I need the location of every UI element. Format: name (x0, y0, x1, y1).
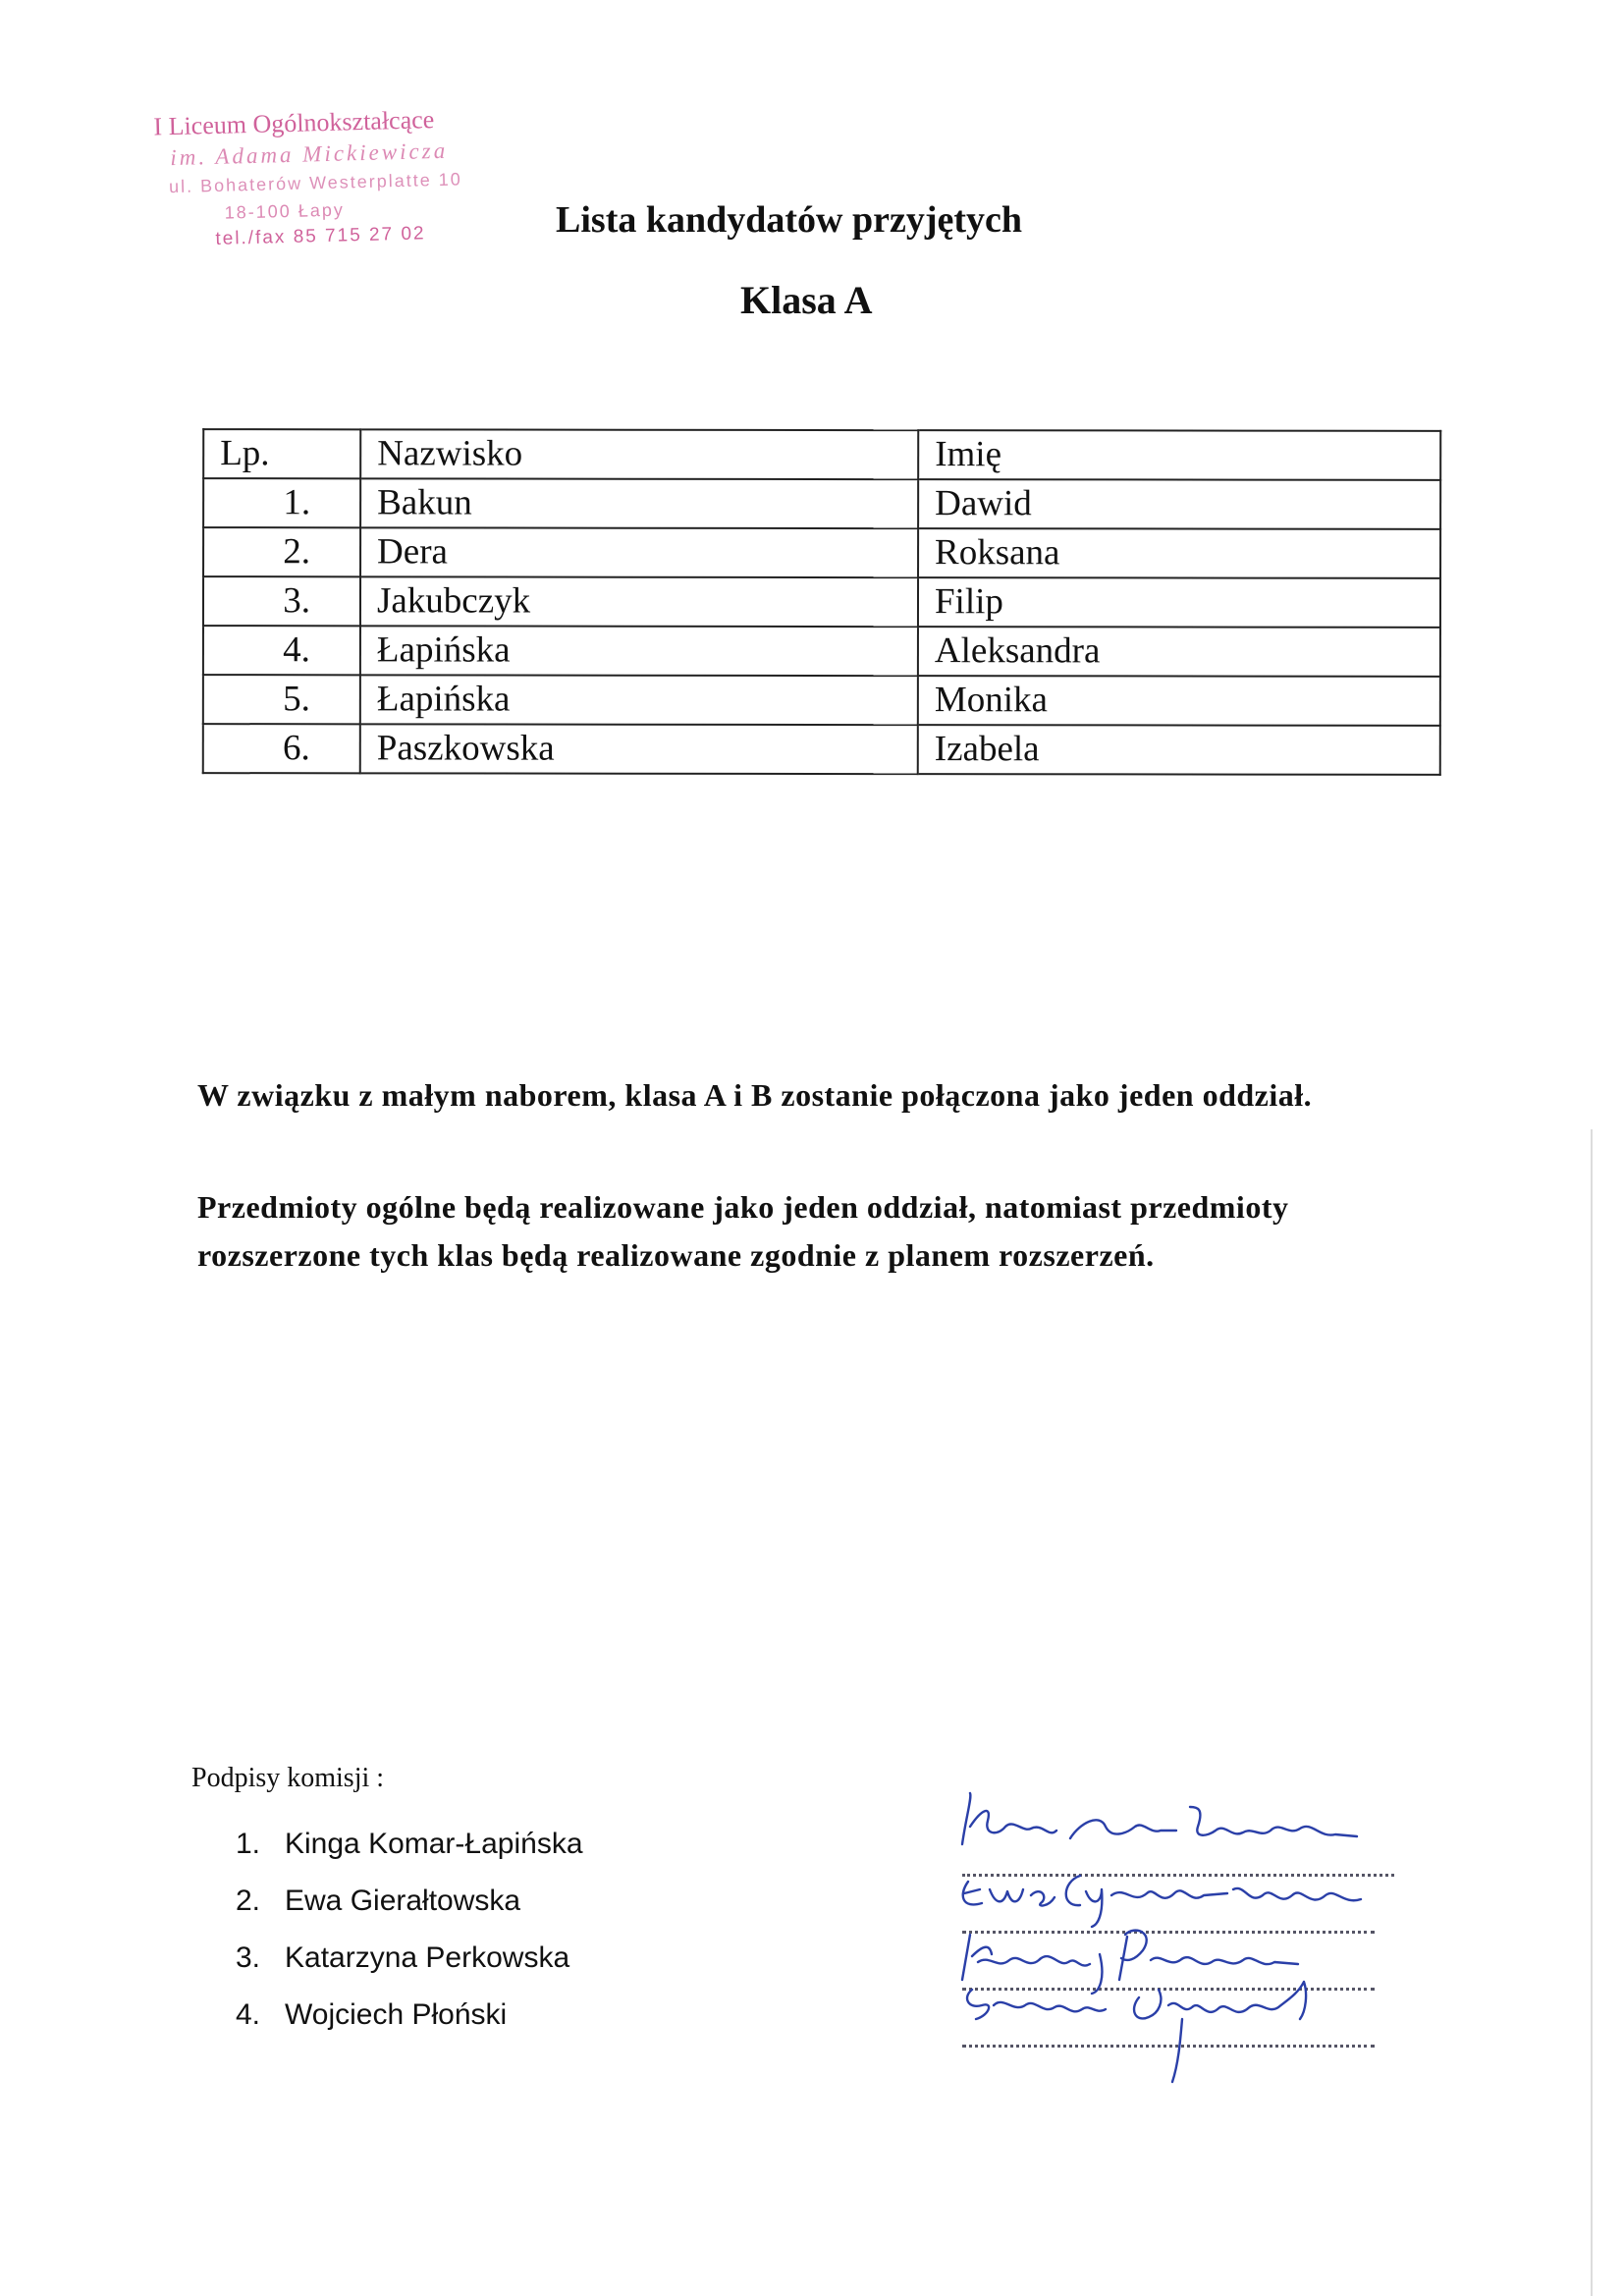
row-surname: Paszkowska (360, 724, 918, 774)
row-number: 5. (203, 675, 360, 724)
row-surname: Jakubczyk (360, 576, 918, 627)
stamp-line-school: I Liceum Ogólnokształcące (153, 105, 435, 141)
table-row (203, 675, 1440, 726)
row-first-name: Monika (918, 676, 1440, 726)
row-surname: Łapińska (360, 626, 918, 676)
column-header-first-name: Imię (918, 430, 1440, 480)
row-first-name: Dawid (918, 479, 1440, 529)
signature-4 (967, 1982, 1306, 2082)
member-name: Kinga Komar-Łapińska (285, 1828, 583, 1860)
row-number: 6. (203, 724, 360, 773)
subjects-notice: Przedmioty ogólne będą realizowane jako jeden oddział, natomiast przedmioty rozszerzone tych klas będą realizowane zgodnie z planem rozszerzeń. (197, 1189, 1289, 1273)
stamp-line-phone: tel./fax 85 715 27 02 (215, 223, 426, 249)
member-number: 1. (236, 1828, 261, 1860)
row-first-name: Roksana (918, 528, 1440, 578)
list-item (236, 1941, 583, 1998)
signatures-label: Podpisy komisji : (191, 1763, 385, 1793)
row-number: 3. (203, 576, 360, 626)
school-stamp (147, 103, 501, 249)
row-first-name: Izabela (918, 725, 1440, 775)
row-number: 4. (203, 626, 360, 675)
stamp-line-patron: im. Adama Mickiewicza (169, 137, 449, 171)
list-item (236, 1828, 583, 1885)
candidates-table (202, 428, 1441, 776)
stamp-line-city: 18-100 Łapy (224, 199, 346, 223)
member-name: Katarzyna Perkowska (285, 1941, 570, 1974)
table-row (203, 724, 1440, 775)
list-item (236, 1885, 583, 1941)
member-number: 3. (236, 1941, 261, 1974)
row-surname: Łapińska (360, 675, 918, 725)
page-title: Lista kandydatów przyjętych (556, 199, 1023, 241)
column-header-lp: Lp. (203, 429, 360, 478)
handwritten-signatures (933, 1787, 1424, 2043)
signature-1 (962, 1793, 1357, 1844)
commission-members-list (236, 1828, 583, 2055)
row-number: 1. (203, 478, 360, 527)
signature-scribbles (933, 1787, 1424, 2082)
column-header-surname: Nazwisko (360, 429, 918, 479)
table-row (203, 626, 1440, 677)
table-row (203, 576, 1440, 628)
row-first-name: Aleksandra (918, 627, 1440, 677)
list-item (236, 1998, 583, 2055)
table-row (203, 478, 1440, 529)
member-number: 2. (236, 1885, 261, 1917)
signature-2 (963, 1876, 1361, 1927)
member-name: Ewa Gierałtowska (285, 1885, 521, 1917)
member-name: Wojciech Płoński (285, 1998, 508, 2031)
scan-edge-line (1591, 1129, 1593, 2296)
member-number: 4. (236, 1998, 261, 2031)
stamp-line-street: ul. Bohaterów Westerplatte 10 (168, 169, 463, 197)
table-header-row (203, 429, 1440, 480)
row-number: 2. (203, 527, 360, 576)
signature-3 (962, 1931, 1298, 1994)
class-title: Klasa A (740, 278, 873, 322)
table-row (203, 527, 1440, 578)
row-surname: Dera (360, 527, 918, 577)
row-first-name: Filip (918, 577, 1440, 628)
merge-notice: W związku z małym naborem, klasa A i B zostanie połączona jako jeden oddział. (197, 1077, 1313, 1113)
row-surname: Bakun (360, 478, 918, 528)
